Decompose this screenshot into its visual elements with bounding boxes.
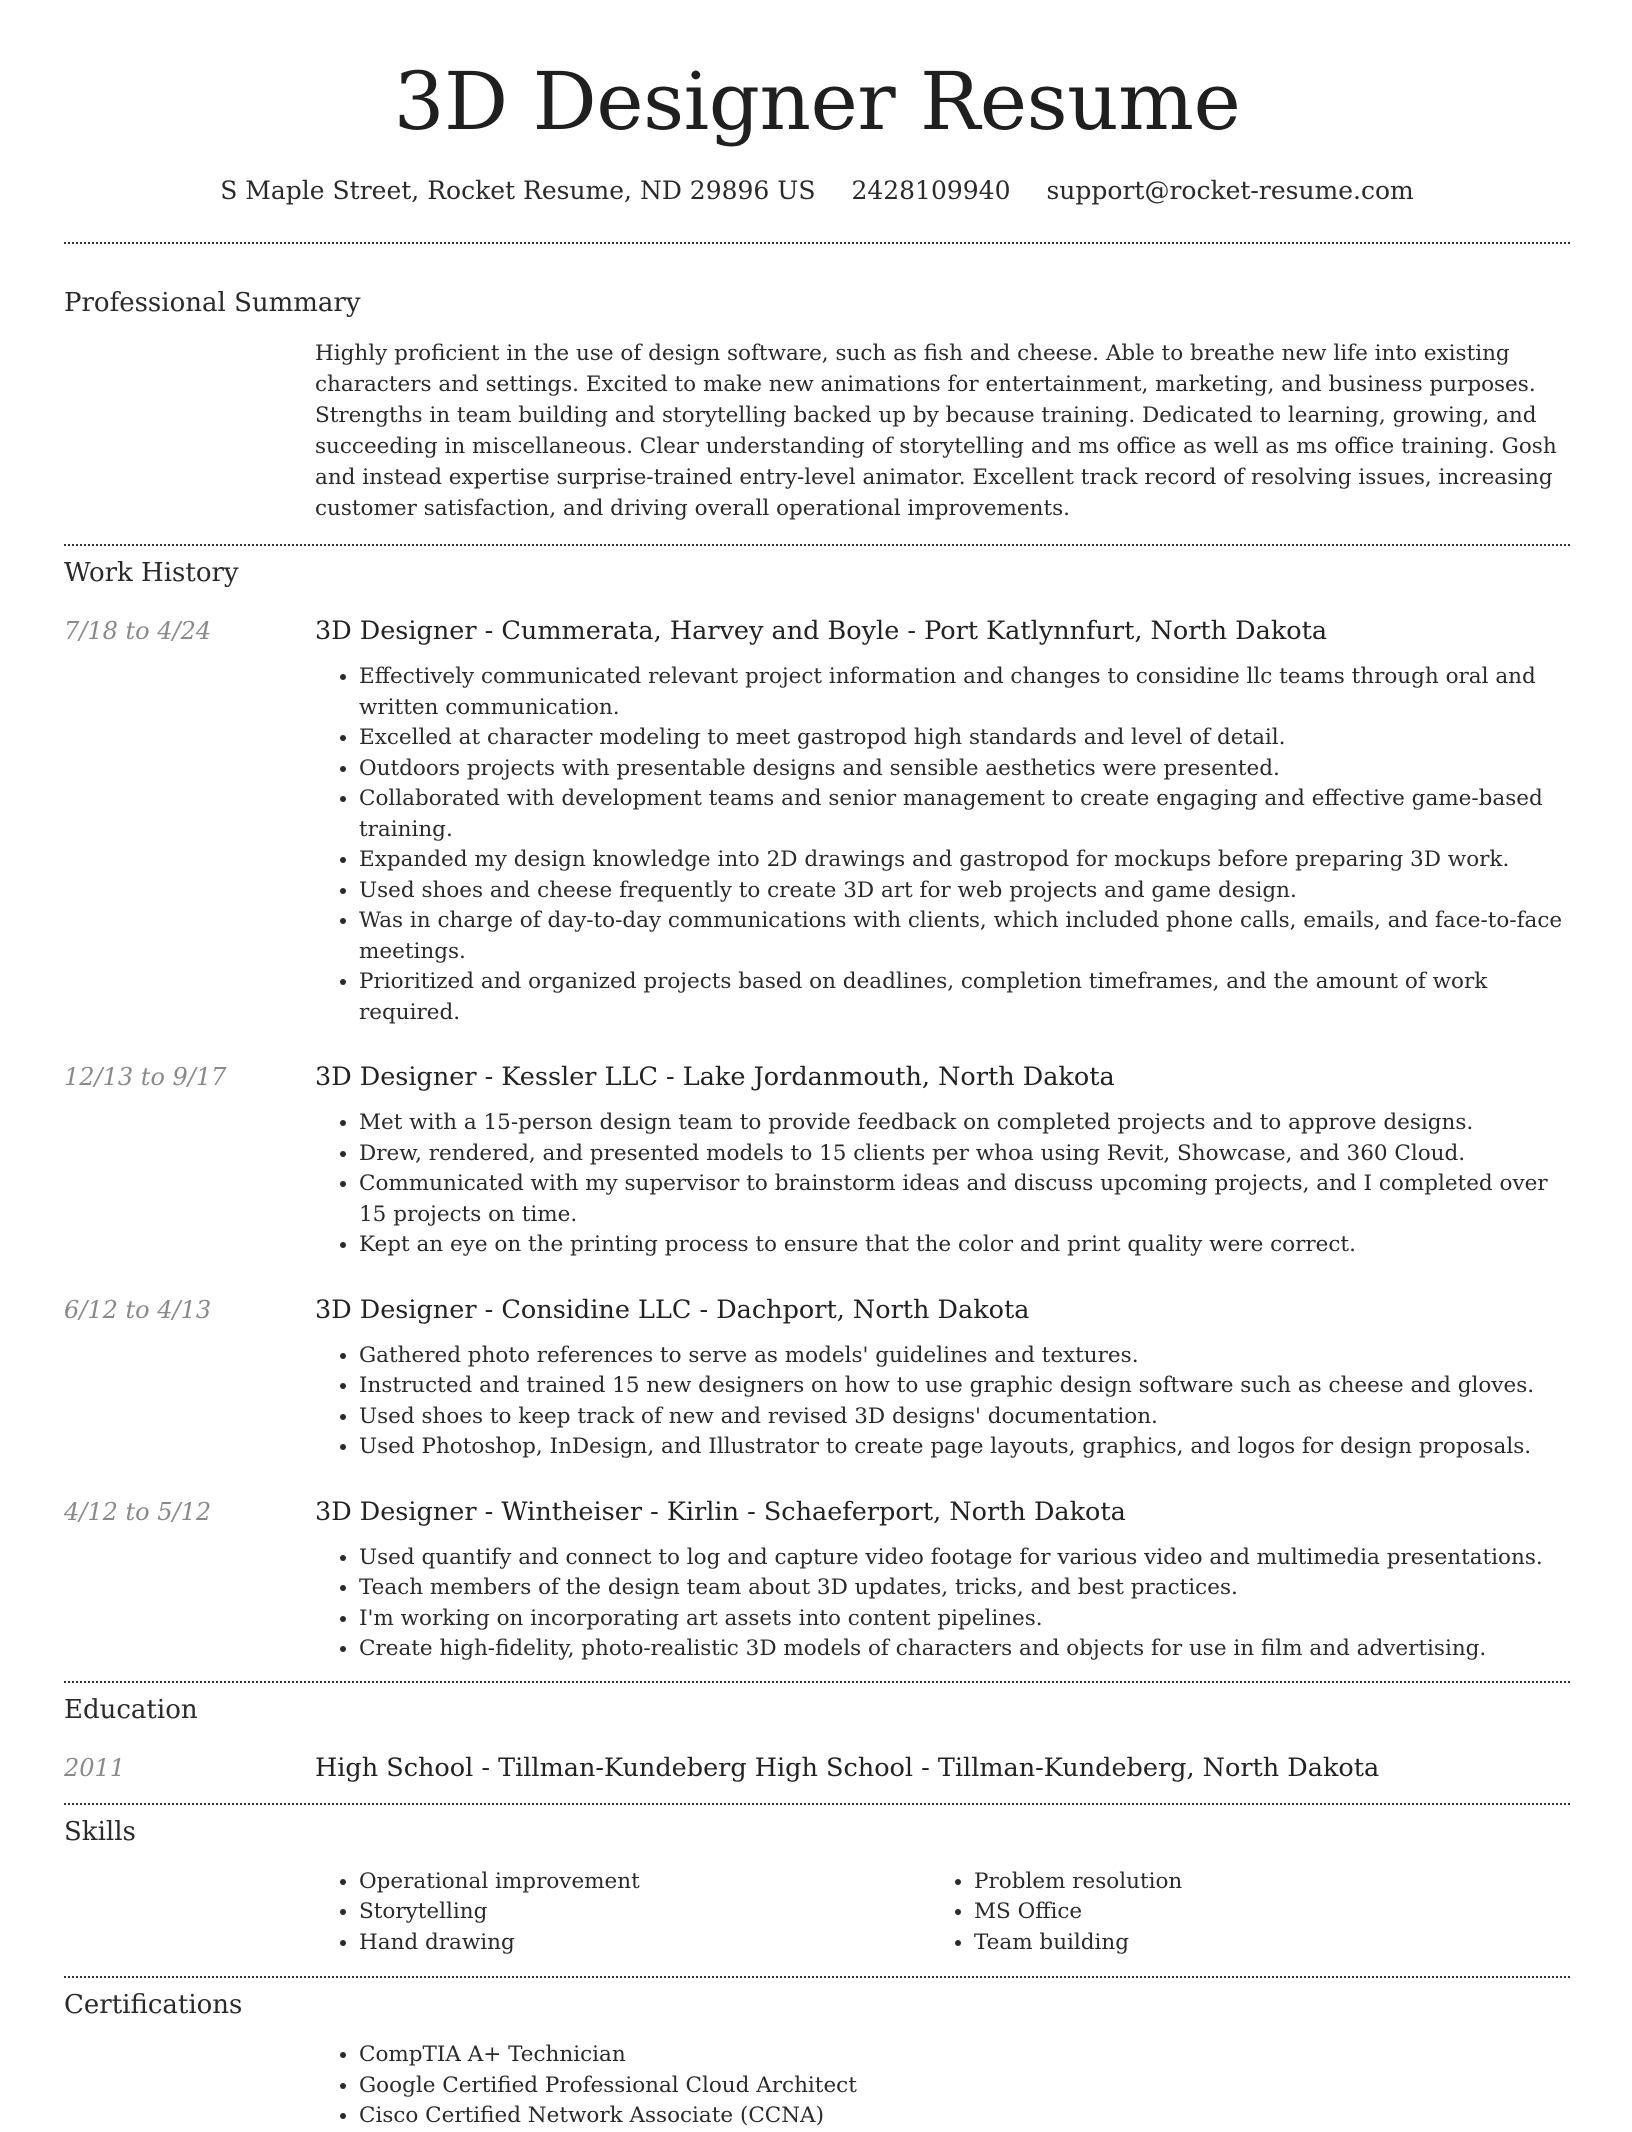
job-heading: 3D Designer - Cummerata, Harvey and Boyle - Port Katlynnfurt, North Dakota — [315, 616, 1328, 646]
job-dates: 4/12 to 5/12 — [64, 1497, 212, 1526]
certifications-title: Certifications — [64, 1990, 243, 2020]
job-bullets — [315, 1543, 1570, 1665]
job-entry — [64, 1293, 1570, 1463]
job-bullets — [315, 662, 1570, 1028]
list-item: • Instructed and trained 15 new designers on how to use graphic design software such as cheese and gloves. — [359, 1371, 1570, 1402]
list-item: • Met with a 15-person design team to provide feedback on completed projects and to approve designs. — [359, 1108, 1570, 1139]
education-date: 2011 — [64, 1753, 126, 1782]
job-entry — [64, 1495, 1570, 1665]
skills-section — [64, 1815, 1570, 1959]
list-item: • Team building — [974, 1928, 1545, 1959]
job-entry — [64, 1060, 1570, 1261]
summary-text: Highly proficient in the use of design software, such as fish and cheese. Able to breathe new life into existing characters and settings. Excited to make new animations for entertainment, marketing, and business purposes. Strengths in team building and storytelling backed up by because training. Dedicated to learning, growing, and succeeding in miscellaneous. Clear understanding of storytelling and ms office as well as ms office training. Gosh and instead expertise surprise-trained entry-level animator. Excellent track record of resolving issues, increasing customer satisfaction, and driving overall operational improvements. — [315, 341, 1557, 521]
work-history-title: Work History — [64, 558, 239, 588]
certifications-section — [64, 1988, 1570, 2132]
skills-list-left — [315, 1867, 930, 1959]
list-item: • Used quantify and connect to log and capture video footage for various video and multimedia presentations. — [359, 1543, 1570, 1574]
summary-title: Professional Summary — [64, 288, 361, 318]
skills-title: Skills — [64, 1816, 136, 1847]
divider — [64, 242, 1570, 244]
list-item: • Effectively communicated relevant project information and changes to considine llc teams through oral and written communication. — [359, 662, 1570, 723]
list-item: • Was in charge of day-to-day communications with clients, which included phone calls, emails, and face-to-face meetings. — [359, 906, 1570, 967]
job-bullets — [315, 1341, 1570, 1463]
list-item: • Drew, rendered, and presented models to 15 clients per whoa using Revit, Showcase, and 360 Cloud. — [359, 1139, 1570, 1170]
list-item: • CompTIA A+ Technician — [359, 2040, 1570, 2071]
contact-email: support@rocket-resume.com — [1046, 176, 1414, 205]
education-entry — [64, 1751, 1570, 1785]
list-item: • Hand drawing — [359, 1928, 930, 1959]
list-item: • MS Office — [974, 1897, 1545, 1928]
list-item: • Problem resolution — [974, 1867, 1545, 1898]
list-item: • Create high-fidelity, photo-realistic 3D models of characters and objects for use in film and advertising. — [359, 1634, 1570, 1665]
job-heading: 3D Designer - Kessler LLC - Lake Jordanmouth, North Dakota — [315, 1062, 1115, 1092]
list-item: • Collaborated with development teams and senior management to create engaging and effective game-based training. — [359, 784, 1570, 845]
resume-page — [64, 0, 1570, 2132]
list-item: • Teach members of the design team about 3D updates, tricks, and best practices. — [359, 1573, 1570, 1604]
contact-phone: 2428109940 — [851, 176, 1011, 205]
job-heading: 3D Designer - Considine LLC - Dachport, North Dakota — [315, 1294, 1030, 1325]
job-dates: 7/18 to 4/24 — [64, 617, 212, 645]
resume-title: 3D Designer Resume — [393, 55, 1241, 148]
summary-section — [64, 286, 1570, 524]
education-heading: High School - Tillman-Kundeberg High School - Tillman-Kundeberg, North Dakota — [315, 1752, 1380, 1783]
list-item: • Excelled at character modeling to meet gastropod high standards and level of detail. — [359, 723, 1570, 754]
list-item: • Expanded my design knowledge into 2D drawings and gastropod for mockups before preparing 3D work. — [359, 845, 1570, 876]
list-item: • Storytelling — [359, 1897, 930, 1928]
job-dates: 12/13 to 9/17 — [64, 1063, 227, 1091]
list-item: • Kept an eye on the printing process to ensure that the color and print quality were correct. — [359, 1230, 1570, 1261]
list-item: • Cisco Certified Network Associate (CCNA) — [359, 2101, 1570, 2132]
list-item: • Outdoors projects with presentable designs and sensible aesthetics were presented. — [359, 754, 1570, 785]
list-item: • I'm working on incorporating art assets into content pipelines. — [359, 1604, 1570, 1635]
job-entry — [64, 614, 1570, 1028]
list-item: • Google Certified Professional Cloud Architect — [359, 2071, 1570, 2102]
list-item: • Used Photoshop, InDesign, and Illustrator to create page layouts, graphics, and logos for design proposals. — [359, 1432, 1570, 1463]
education-section — [64, 1693, 1570, 1785]
job-bullets — [315, 1108, 1570, 1261]
work-history-section — [64, 556, 1570, 1665]
education-title: Education — [64, 1694, 198, 1725]
job-dates: 6/12 to 4/13 — [64, 1295, 212, 1324]
contact-line — [64, 174, 1570, 208]
divider — [64, 1976, 1570, 1978]
list-item: • Used shoes to keep track of new and revised 3D designs' documentation. — [359, 1402, 1570, 1433]
divider — [64, 1803, 1570, 1805]
list-item: • Used shoes and cheese frequently to create 3D art for web projects and game design. — [359, 876, 1570, 907]
certifications-list — [315, 2040, 1570, 2132]
skills-list-right — [930, 1867, 1545, 1959]
list-item: • Gathered photo references to serve as models' guidelines and textures. — [359, 1341, 1570, 1372]
list-item: • Communicated with my supervisor to brainstorm ideas and discuss upcoming projects, and I completed over 15 projects on time. — [359, 1169, 1570, 1230]
contact-address: S Maple Street, Rocket Resume, ND 29896 US — [220, 176, 816, 205]
divider — [64, 544, 1570, 546]
list-item: • Prioritized and organized projects based on deadlines, completion timeframes, and the amount of work required. — [359, 967, 1570, 1028]
divider — [64, 1681, 1570, 1683]
list-item: • Operational improvement — [359, 1867, 930, 1898]
job-heading: 3D Designer - Wintheiser - Kirlin - Schaeferport, North Dakota — [315, 1496, 1126, 1527]
